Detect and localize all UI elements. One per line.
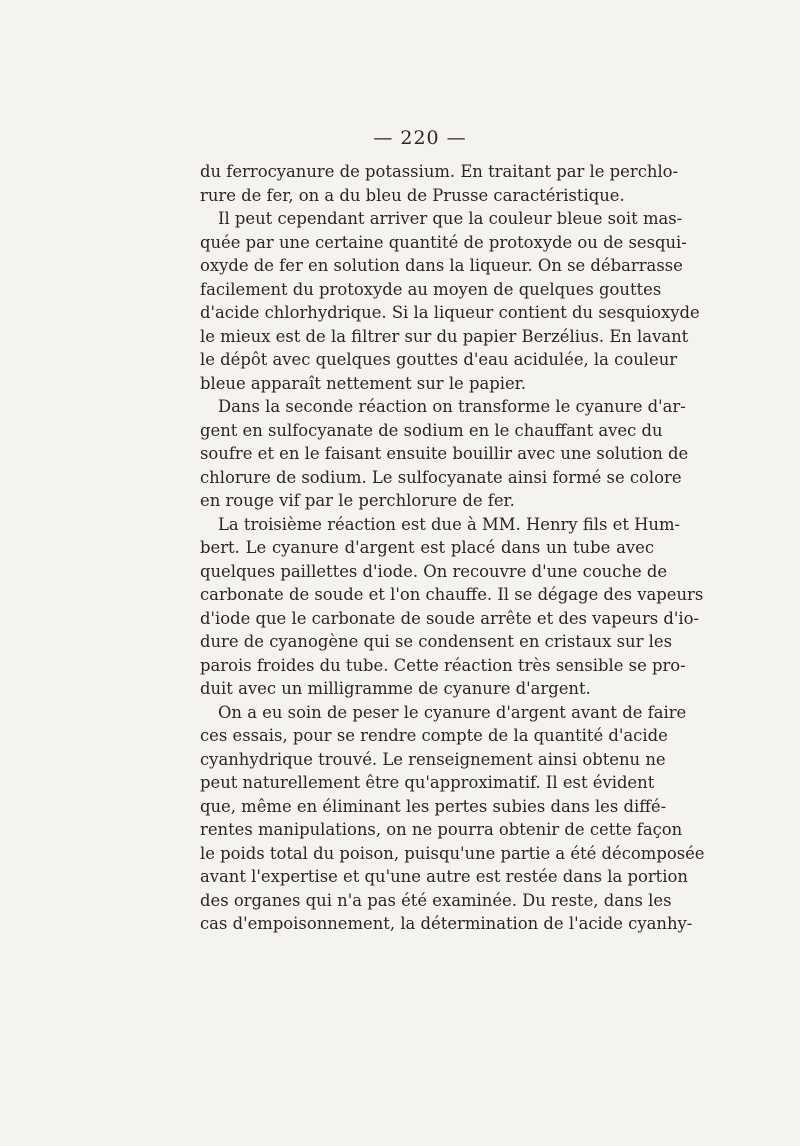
text-line: bleue apparaît nettement sur le papier. (200, 373, 526, 393)
text-line: dure de cyanogène qui se condensent en cristaux sur les (200, 632, 672, 651)
text-line: en rouge vif par le perchlorure de fer. (200, 491, 515, 510)
text-line: carbonate de soude et l'on chauffe. Il se dégage des vapeurs (200, 585, 704, 604)
text-line: parois froides du tube. Cette réaction très sensible se pro- (200, 655, 686, 675)
text-line: des organes qui n'a pas été examinée. Du reste, dans les (200, 890, 672, 910)
text-line: d'acide chlorhydrique. Si la liqueur contient du sesquioxyde (200, 303, 700, 322)
text-line: le mieux est de la filtrer sur du papier Berzélius. En lavant (200, 326, 689, 346)
paragraph-1 (200, 160, 679, 207)
text-line: quelques paillettes d'iode. On recouvre d'une couche de (200, 561, 668, 581)
text-line: ces essais, pour se rendre compte de la quantité d'acide (200, 726, 668, 745)
text-line: le dépôt avec quelques gouttes d'eau acidulée, la couleur (200, 350, 678, 369)
text-line: duit avec un milligramme de cyanure d'argent. (200, 679, 591, 698)
paragraph-5 (200, 701, 705, 936)
paragraph-4 (200, 513, 704, 701)
paragraph-2 (200, 207, 700, 395)
text-line: gent en sulfocyanate de sodium en le chauffant avec du (200, 420, 663, 440)
text-line: avant l'expertise et qu'une autre est restée dans la portion (200, 867, 688, 886)
text-line: La troisième réaction est due à MM. Henry fils et Hum- (218, 514, 681, 534)
text-line: rure de fer, on a du bleu de Prusse caractéristique. (200, 185, 625, 205)
text-line: d'iode que le carbonate de soude arrête et des vapeurs d'io- (200, 608, 700, 628)
text-line: quée par une certaine quantité de protoxyde ou de sesqui- (200, 232, 687, 252)
page-number: — 220 — (373, 127, 467, 149)
text-line: le poids total du poison, puisqu'une partie a été décomposée (200, 843, 705, 863)
text-line: peut naturellement être qu'approximatif. Il est évident (200, 773, 655, 792)
text-line: rentes manipulations, on ne pourra obtenir de cette façon (200, 820, 683, 839)
text-line: cyanhydrique trouvé. Le renseignement ainsi obtenu ne (200, 749, 666, 769)
text-line: On a eu soin de peser le cyanure d'argent avant de faire (218, 702, 687, 722)
text-line: bert. Le cyanure d'argent est placé dans un tube avec (200, 538, 654, 557)
text-line: Dans la seconde réaction on transforme le cyanure d'ar- (218, 397, 686, 416)
text-line: du ferrocyanure de potassium. En traitant par le perchlo- (200, 162, 679, 181)
text-line: que, même en éliminant les pertes subies dans les diffé- (200, 796, 667, 816)
text-line: facilement du protoxyde au moyen de quelques gouttes (200, 279, 662, 299)
text-line: Il peut cependant arriver que la couleur bleue soit mas- (218, 209, 683, 228)
text-line: chlorure de sodium. Le sulfocyanate ainsi formé se colore (200, 467, 682, 487)
paragraph-3 (200, 395, 689, 513)
text-line: soufre et en le faisant ensuite bouillir avec une solution de (200, 444, 689, 463)
body-text (200, 160, 705, 936)
text-line: cas d'empoisonnement, la détermination de l'acide cyanhy- (200, 914, 693, 933)
text-line: oxyde de fer en solution dans la liqueur. On se débarrasse (200, 256, 683, 275)
